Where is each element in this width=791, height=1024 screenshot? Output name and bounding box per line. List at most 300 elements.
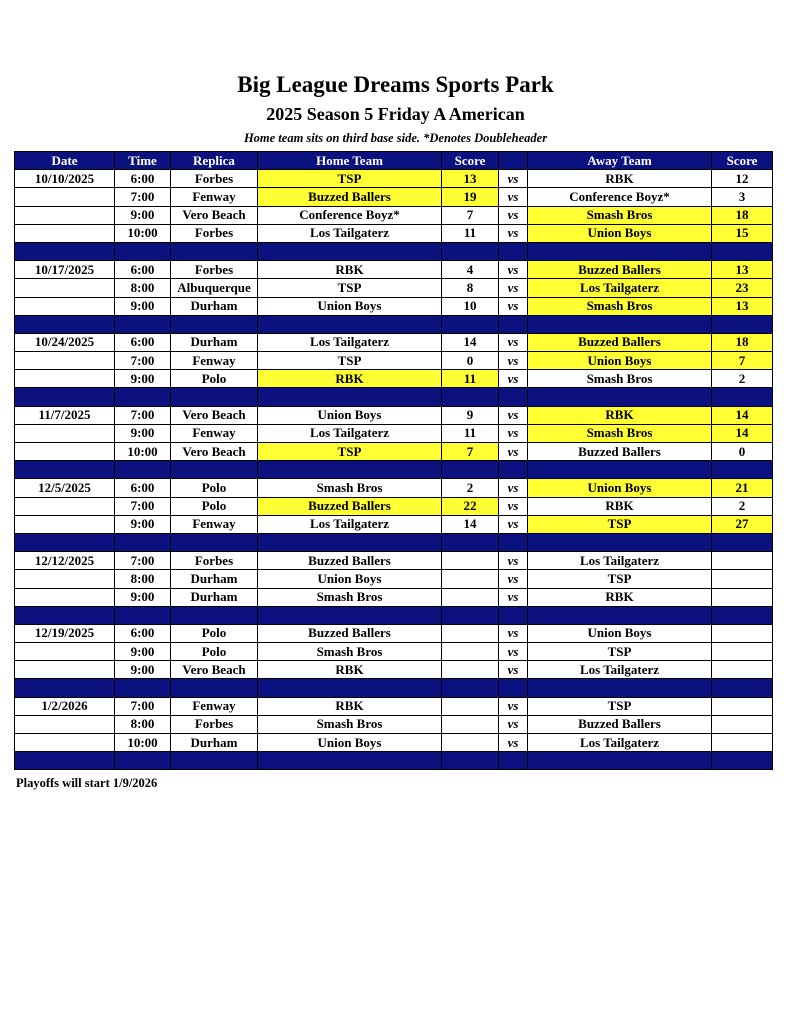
game-row [15, 497, 773, 515]
game-row [15, 370, 773, 388]
away-score-cell: 2 [712, 497, 773, 515]
away-score-cell [712, 697, 773, 715]
home-score-cell [442, 697, 499, 715]
home-score-cell: 8 [442, 279, 499, 297]
game-row [15, 188, 773, 206]
vs-cell: vs [499, 479, 528, 497]
separator-cell [712, 242, 773, 260]
away-team-cell: Union Boys [528, 224, 712, 242]
game-row [15, 170, 773, 188]
separator-cell [15, 606, 115, 624]
home-score-cell: 0 [442, 352, 499, 370]
date-cell: 10/10/2025 [15, 170, 115, 188]
game-row [15, 643, 773, 661]
away-team-cell: Union Boys [528, 352, 712, 370]
date-cell: 12/12/2025 [15, 552, 115, 570]
separator-cell [15, 533, 115, 551]
separator-cell [171, 242, 258, 260]
separator-cell [712, 606, 773, 624]
replica-cell: Durham [171, 297, 258, 315]
away-score-cell: 23 [712, 279, 773, 297]
col-vs [499, 152, 528, 170]
separator-cell [499, 388, 528, 406]
away-team-cell: Los Tailgaterz [528, 552, 712, 570]
game-row [15, 352, 773, 370]
replica-cell: Fenway [171, 188, 258, 206]
vs-cell: vs [499, 734, 528, 752]
replica-cell: Polo [171, 370, 258, 388]
separator-cell [499, 606, 528, 624]
replica-cell: Vero Beach [171, 443, 258, 461]
away-score-cell [712, 570, 773, 588]
home-team-cell: TSP [258, 352, 442, 370]
separator-cell [442, 606, 499, 624]
game-row [15, 588, 773, 606]
separator-cell [442, 533, 499, 551]
vs-cell: vs [499, 424, 528, 442]
away-score-cell: 0 [712, 443, 773, 461]
vs-cell: vs [499, 279, 528, 297]
replica-cell: Fenway [171, 697, 258, 715]
separator-cell [528, 533, 712, 551]
page-title: Big League Dreams Sports Park [237, 72, 554, 97]
home-team-cell: Buzzed Ballers [258, 188, 442, 206]
vs-cell: vs [499, 297, 528, 315]
time-cell: 8:00 [115, 279, 171, 297]
separator-cell [115, 606, 171, 624]
date-cell [15, 734, 115, 752]
away-score-cell [712, 624, 773, 642]
away-score-cell [712, 661, 773, 679]
week-separator [15, 242, 773, 260]
date-cell [15, 515, 115, 533]
vs-cell: vs [499, 352, 528, 370]
separator-cell [258, 533, 442, 551]
away-score-cell: 2 [712, 370, 773, 388]
home-score-cell: 2 [442, 479, 499, 497]
vs-cell: vs [499, 261, 528, 279]
time-cell: 9:00 [115, 206, 171, 224]
separator-cell [528, 752, 712, 770]
game-row [15, 297, 773, 315]
separator-cell [115, 679, 171, 697]
date-cell [15, 224, 115, 242]
game-row [15, 443, 773, 461]
away-team-cell: RBK [528, 588, 712, 606]
separator-cell [115, 533, 171, 551]
date-cell: 11/7/2025 [15, 406, 115, 424]
separator-cell [258, 388, 442, 406]
replica-cell: Fenway [171, 515, 258, 533]
date-cell: 12/5/2025 [15, 479, 115, 497]
separator-cell [258, 315, 442, 333]
home-score-cell [442, 588, 499, 606]
separator-cell [499, 533, 528, 551]
time-cell: 9:00 [115, 297, 171, 315]
separator-cell [442, 461, 499, 479]
home-score-cell [442, 624, 499, 642]
replica-cell: Durham [171, 570, 258, 588]
away-team-cell: Union Boys [528, 479, 712, 497]
home-team-cell: Union Boys [258, 406, 442, 424]
away-score-cell: 18 [712, 333, 773, 351]
separator-cell [171, 315, 258, 333]
separator-cell [499, 242, 528, 260]
away-team-cell: Los Tailgaterz [528, 734, 712, 752]
vs-cell: vs [499, 443, 528, 461]
time-cell: 7:00 [115, 552, 171, 570]
separator-cell [15, 242, 115, 260]
away-score-cell [712, 715, 773, 733]
away-team-cell: Buzzed Ballers [528, 715, 712, 733]
replica-cell: Albuquerque [171, 279, 258, 297]
col-away-team: Away Team [528, 152, 712, 170]
game-row [15, 424, 773, 442]
home-team-cell: Los Tailgaterz [258, 424, 442, 442]
away-score-cell: 21 [712, 479, 773, 497]
game-row [15, 279, 773, 297]
time-cell: 10:00 [115, 734, 171, 752]
replica-cell: Durham [171, 734, 258, 752]
home-team-cell: Conference Boyz* [258, 206, 442, 224]
time-cell: 7:00 [115, 406, 171, 424]
replica-cell: Forbes [171, 170, 258, 188]
home-team-cell: Los Tailgaterz [258, 515, 442, 533]
vs-cell: vs [499, 624, 528, 642]
col-time: Time [115, 152, 171, 170]
game-row [15, 570, 773, 588]
separator-cell [528, 388, 712, 406]
away-team-cell: Buzzed Ballers [528, 261, 712, 279]
vs-cell: vs [499, 333, 528, 351]
away-score-cell: 14 [712, 406, 773, 424]
time-cell: 7:00 [115, 188, 171, 206]
col-home-score: Score [442, 152, 499, 170]
time-cell: 6:00 [115, 479, 171, 497]
separator-cell [528, 606, 712, 624]
time-cell: 9:00 [115, 424, 171, 442]
week-separator [15, 315, 773, 333]
date-cell [15, 352, 115, 370]
separator-cell [258, 752, 442, 770]
separator-cell [15, 461, 115, 479]
away-team-cell: Smash Bros [528, 206, 712, 224]
separator-cell [442, 315, 499, 333]
replica-cell: Fenway [171, 352, 258, 370]
home-team-cell: RBK [258, 370, 442, 388]
home-score-cell [442, 734, 499, 752]
separator-cell [258, 242, 442, 260]
replica-cell: Fenway [171, 424, 258, 442]
game-row [15, 661, 773, 679]
away-team-cell: Union Boys [528, 624, 712, 642]
home-score-cell: 11 [442, 370, 499, 388]
replica-cell: Polo [171, 479, 258, 497]
time-cell: 6:00 [115, 333, 171, 351]
date-cell [15, 588, 115, 606]
separator-cell [171, 533, 258, 551]
home-team-cell: Union Boys [258, 297, 442, 315]
home-score-cell [442, 552, 499, 570]
vs-cell: vs [499, 188, 528, 206]
separator-cell [258, 606, 442, 624]
home-team-cell: Union Boys [258, 734, 442, 752]
separator-cell [528, 461, 712, 479]
home-team-cell: Buzzed Ballers [258, 552, 442, 570]
vs-cell: vs [499, 515, 528, 533]
date-cell: 12/19/2025 [15, 624, 115, 642]
time-cell: 9:00 [115, 661, 171, 679]
separator-cell [115, 242, 171, 260]
separator-cell [442, 242, 499, 260]
footer-note: Playoffs will start 1/9/2026 [16, 776, 158, 790]
schedule-note: Home team sits on third base side. *Denotes Doubleheader [243, 131, 548, 145]
game-row [15, 734, 773, 752]
replica-cell: Forbes [171, 261, 258, 279]
game-row [15, 261, 773, 279]
separator-cell [15, 315, 115, 333]
vs-cell: vs [499, 661, 528, 679]
away-score-cell [712, 734, 773, 752]
away-score-cell: 15 [712, 224, 773, 242]
away-team-cell: Conference Boyz* [528, 188, 712, 206]
time-cell: 8:00 [115, 570, 171, 588]
week-separator [15, 533, 773, 551]
header-row [15, 152, 773, 170]
time-cell: 9:00 [115, 588, 171, 606]
separator-cell [171, 752, 258, 770]
game-row [15, 715, 773, 733]
col-home-team: Home Team [258, 152, 442, 170]
separator-cell [115, 752, 171, 770]
home-score-cell [442, 570, 499, 588]
date-cell: 10/24/2025 [15, 333, 115, 351]
week-separator [15, 679, 773, 697]
home-score-cell: 13 [442, 170, 499, 188]
separator-cell [442, 679, 499, 697]
date-cell [15, 297, 115, 315]
time-cell: 10:00 [115, 443, 171, 461]
time-cell: 7:00 [115, 497, 171, 515]
schedule-body [15, 170, 773, 770]
vs-cell: vs [499, 497, 528, 515]
home-score-cell: 19 [442, 188, 499, 206]
separator-cell [115, 461, 171, 479]
replica-cell: Polo [171, 643, 258, 661]
game-row [15, 224, 773, 242]
game-row [15, 479, 773, 497]
vs-cell: vs [499, 552, 528, 570]
separator-cell [258, 461, 442, 479]
date-cell [15, 661, 115, 679]
separator-cell [258, 679, 442, 697]
away-team-cell: Los Tailgaterz [528, 279, 712, 297]
home-team-cell: Smash Bros [258, 643, 442, 661]
time-cell: 10:00 [115, 224, 171, 242]
home-score-cell: 4 [442, 261, 499, 279]
separator-cell [712, 533, 773, 551]
away-score-cell: 7 [712, 352, 773, 370]
home-score-cell: 9 [442, 406, 499, 424]
separator-cell [171, 388, 258, 406]
date-cell [15, 443, 115, 461]
separator-cell [712, 315, 773, 333]
week-separator [15, 606, 773, 624]
replica-cell: Vero Beach [171, 661, 258, 679]
time-cell: 6:00 [115, 170, 171, 188]
separator-cell [15, 388, 115, 406]
away-score-cell: 3 [712, 188, 773, 206]
date-cell [15, 497, 115, 515]
date-cell [15, 279, 115, 297]
separator-cell [528, 242, 712, 260]
vs-cell: vs [499, 206, 528, 224]
away-team-cell: RBK [528, 170, 712, 188]
game-row [15, 624, 773, 642]
home-team-cell: Union Boys [258, 570, 442, 588]
vs-cell: vs [499, 697, 528, 715]
date-cell: 10/17/2025 [15, 261, 115, 279]
home-score-cell: 11 [442, 424, 499, 442]
home-score-cell: 7 [442, 443, 499, 461]
date-cell [15, 370, 115, 388]
replica-cell: Vero Beach [171, 206, 258, 224]
date-cell [15, 643, 115, 661]
home-score-cell: 14 [442, 515, 499, 533]
vs-cell: vs [499, 715, 528, 733]
game-row [15, 333, 773, 351]
separator-cell [528, 679, 712, 697]
home-score-cell: 14 [442, 333, 499, 351]
time-cell: 7:00 [115, 697, 171, 715]
away-team-cell: TSP [528, 570, 712, 588]
date-cell: 1/2/2026 [15, 697, 115, 715]
home-team-cell: TSP [258, 170, 442, 188]
home-team-cell: Buzzed Ballers [258, 497, 442, 515]
separator-cell [712, 752, 773, 770]
away-team-cell: Smash Bros [528, 370, 712, 388]
home-score-cell [442, 715, 499, 733]
away-score-cell [712, 552, 773, 570]
page-subtitle: 2025 Season 5 Friday A American [266, 104, 525, 124]
replica-cell: Forbes [171, 552, 258, 570]
away-score-cell [712, 588, 773, 606]
home-team-cell: TSP [258, 279, 442, 297]
time-cell: 6:00 [115, 261, 171, 279]
separator-cell [499, 679, 528, 697]
time-cell: 8:00 [115, 715, 171, 733]
time-cell: 6:00 [115, 624, 171, 642]
away-score-cell: 18 [712, 206, 773, 224]
replica-cell: Vero Beach [171, 406, 258, 424]
replica-cell: Forbes [171, 715, 258, 733]
separator-cell [499, 752, 528, 770]
home-team-cell: Los Tailgaterz [258, 224, 442, 242]
game-row [15, 515, 773, 533]
home-team-cell: RBK [258, 661, 442, 679]
home-score-cell: 10 [442, 297, 499, 315]
week-separator [15, 388, 773, 406]
home-team-cell: RBK [258, 697, 442, 715]
vs-cell: vs [499, 643, 528, 661]
vs-cell: vs [499, 370, 528, 388]
week-separator [15, 461, 773, 479]
away-team-cell: TSP [528, 697, 712, 715]
home-score-cell: 22 [442, 497, 499, 515]
home-team-cell: Los Tailgaterz [258, 333, 442, 351]
date-cell [15, 715, 115, 733]
time-cell: 9:00 [115, 370, 171, 388]
away-score-cell [712, 643, 773, 661]
separator-cell [712, 461, 773, 479]
home-score-cell: 7 [442, 206, 499, 224]
away-score-cell: 14 [712, 424, 773, 442]
separator-cell [171, 461, 258, 479]
replica-cell: Forbes [171, 224, 258, 242]
home-score-cell [442, 643, 499, 661]
col-date: Date [15, 152, 115, 170]
separator-cell [442, 752, 499, 770]
home-team-cell: TSP [258, 443, 442, 461]
away-team-cell: TSP [528, 643, 712, 661]
home-score-cell: 11 [442, 224, 499, 242]
vs-cell: vs [499, 170, 528, 188]
separator-cell [171, 606, 258, 624]
date-cell [15, 206, 115, 224]
home-team-cell: Smash Bros [258, 479, 442, 497]
date-cell [15, 424, 115, 442]
home-team-cell: Buzzed Ballers [258, 624, 442, 642]
away-team-cell: TSP [528, 515, 712, 533]
away-team-cell: RBK [528, 406, 712, 424]
week-separator [15, 752, 773, 770]
away-team-cell: Smash Bros [528, 297, 712, 315]
replica-cell: Polo [171, 624, 258, 642]
home-score-cell [442, 661, 499, 679]
separator-cell [442, 388, 499, 406]
away-score-cell: 13 [712, 261, 773, 279]
separator-cell [171, 679, 258, 697]
home-team-cell: Smash Bros [258, 715, 442, 733]
separator-cell [499, 315, 528, 333]
date-cell [15, 570, 115, 588]
away-team-cell: Los Tailgaterz [528, 661, 712, 679]
separator-cell [712, 679, 773, 697]
game-row [15, 552, 773, 570]
away-team-cell: Buzzed Ballers [528, 333, 712, 351]
separator-cell [115, 388, 171, 406]
separator-cell [15, 679, 115, 697]
game-row [15, 406, 773, 424]
away-team-cell: Buzzed Ballers [528, 443, 712, 461]
separator-cell [528, 315, 712, 333]
game-row [15, 697, 773, 715]
time-cell: 9:00 [115, 515, 171, 533]
away-team-cell: RBK [528, 497, 712, 515]
home-team-cell: Smash Bros [258, 588, 442, 606]
separator-cell [499, 461, 528, 479]
vs-cell: vs [499, 224, 528, 242]
replica-cell: Durham [171, 333, 258, 351]
vs-cell: vs [499, 570, 528, 588]
col-replica: Replica [171, 152, 258, 170]
away-score-cell: 13 [712, 297, 773, 315]
home-team-cell: RBK [258, 261, 442, 279]
replica-cell: Durham [171, 588, 258, 606]
time-cell: 9:00 [115, 643, 171, 661]
separator-cell [115, 315, 171, 333]
date-cell [15, 188, 115, 206]
